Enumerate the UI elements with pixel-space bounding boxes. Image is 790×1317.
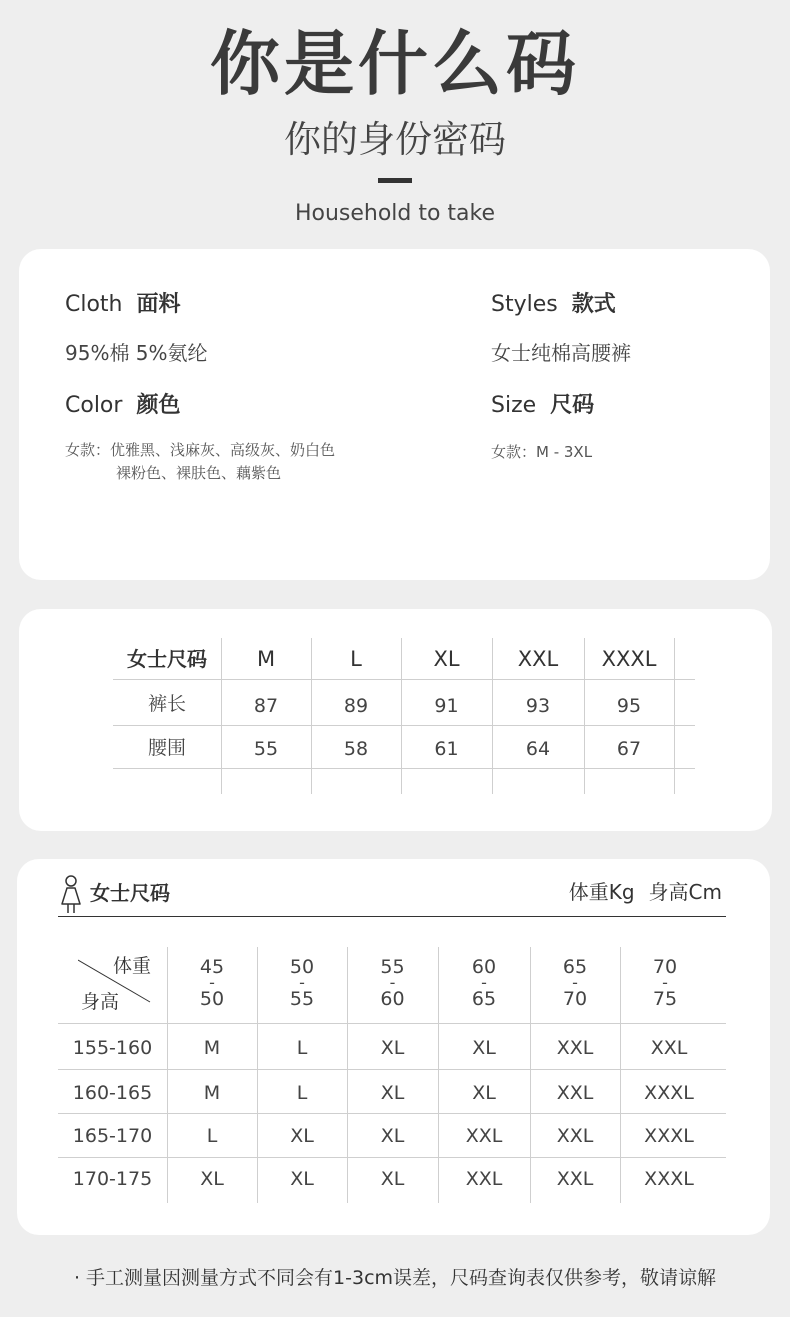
table-cell: 87 [253,695,279,717]
size-cell: XL [472,1037,496,1059]
weight-low: 50 [289,956,315,978]
corner-height-label: 身高 [81,991,120,1013]
cloth-value: 95%棉 5%氨纶 [65,341,208,365]
table-cell: 89 [343,695,369,717]
table-cell: 64 [525,738,551,760]
table-divider [113,768,695,769]
size-cell: XXL [650,1037,688,1059]
cloth-label-en: Cloth [65,292,123,317]
size-column-header: L [350,647,362,671]
size-cell: XL [380,1125,405,1147]
size-cell: XL [380,1082,405,1104]
weight-dash: - [572,973,578,992]
color-value-line1: 女款：优雅黑、浅麻灰、高级灰、奶白色 [65,441,336,459]
table-cell: 93 [525,695,551,717]
size-cell: XL [290,1125,314,1147]
chart-divider [58,1069,726,1070]
weight-unit: 体重Kg [568,880,635,904]
size-column-header: M [256,647,276,671]
weight-high: 65 [471,988,497,1010]
size-cell: XXL [556,1037,594,1059]
size-column-header: XXL [517,647,559,671]
cloth-label [65,291,181,319]
weight-dash: - [662,973,668,992]
table-divider [674,638,675,794]
table-cell: 67 [616,738,642,760]
chart-divider [58,1157,726,1158]
color-label-en: Color [65,393,123,418]
table-cell: 95 [616,695,642,717]
title-divider [378,178,412,183]
corner-weight-label: 体重 [113,955,152,977]
size-cell: L [296,1037,308,1059]
table-divider [113,725,695,726]
table-cell: 91 [434,695,459,717]
size-label-cn: 尺码 [550,393,595,418]
weight-high: 75 [652,988,678,1010]
row-label: 腰围 [147,737,186,759]
weight-range-header [438,958,530,1008]
size-cell: L [206,1125,218,1147]
weight-high: 50 [199,988,225,1010]
size-cell: XXL [465,1168,503,1190]
size-cell: XL [380,1037,405,1059]
weight-low: 55 [380,956,405,978]
size-cell: XL [200,1168,224,1190]
table-cell: 58 [343,738,369,760]
measurement-note: · 手工测量因测量方式不同会有1-3cm误差，尺码查询表仅供参考，敬请谅解 [73,1267,717,1289]
color-label-cn: 颜色 [136,393,181,418]
height-range-label: 155-160 [72,1037,153,1059]
styles-label-cn: 款式 [571,292,616,317]
size-cell: M [203,1082,221,1104]
weight-low: 45 [199,956,225,978]
size-label-en: Size [491,393,537,418]
cloth-label-cn: 面料 [136,292,181,317]
weight-range-header [347,958,438,1008]
weight-high: 70 [562,988,588,1010]
size-cell: XXXL [644,1082,694,1104]
weight-high: 60 [380,988,405,1010]
size-cell: XL [290,1168,314,1190]
size-cell: XXXL [644,1168,694,1190]
english-subtitle: Household to take [294,201,496,226]
weight-range-header [620,958,710,1008]
weight-dash: - [481,973,487,992]
size-value: 女款：M - 3XL [491,443,593,461]
chart-divider [58,1023,726,1024]
color-label [65,392,180,420]
table-header-label: 女士尺码 [127,647,207,671]
size-cell: XL [380,1168,405,1190]
weight-range-header [530,958,620,1008]
weight-low: 60 [471,956,497,978]
table-cell: 61 [434,738,459,760]
size-cell: XXL [556,1082,594,1104]
size-cell: XXXL [644,1125,694,1147]
styles-value: 女士纯棉高腰裤 [491,341,631,365]
styles-label [491,291,616,319]
weight-range-header [257,958,347,1008]
page-subtitle: 你的身份密码 [284,118,506,161]
chart-units [569,879,722,905]
size-table-card [19,609,772,831]
height-range-label: 160-165 [72,1082,153,1104]
row-label: 裤长 [147,693,186,715]
woman-icon [60,874,82,916]
size-cell: XL [472,1082,496,1104]
weight-range-header [167,958,257,1008]
size-cell: M [203,1037,221,1059]
table-cell: 55 [253,738,279,760]
weight-dash: - [209,973,215,992]
weight-high: 55 [289,988,315,1010]
size-cell: XXL [556,1168,594,1190]
weight-dash: - [299,973,305,992]
chart-header-rule [58,916,726,917]
chart-title: 女士尺码 [90,881,170,905]
size-label [491,392,594,420]
height-unit: 身高Cm [648,880,722,904]
weight-low: 65 [562,956,588,978]
weight-dash: - [389,973,396,992]
color-value-line2: 裸粉色、裸肤色、藕紫色 [116,464,282,482]
height-range-label: 170-175 [72,1168,153,1190]
size-cell: L [296,1082,308,1104]
height-range-label: 165-170 [72,1125,153,1147]
chart-divider [58,1113,726,1114]
page-title: 你是什么码 [210,23,580,105]
styles-label-en: Styles [491,292,558,317]
size-column-header: XXXL [601,647,657,671]
size-column-header: XL [433,647,460,671]
size-cell: XXL [556,1125,594,1147]
table-divider [113,679,695,680]
weight-low: 70 [652,956,678,978]
size-cell: XXL [465,1125,503,1147]
